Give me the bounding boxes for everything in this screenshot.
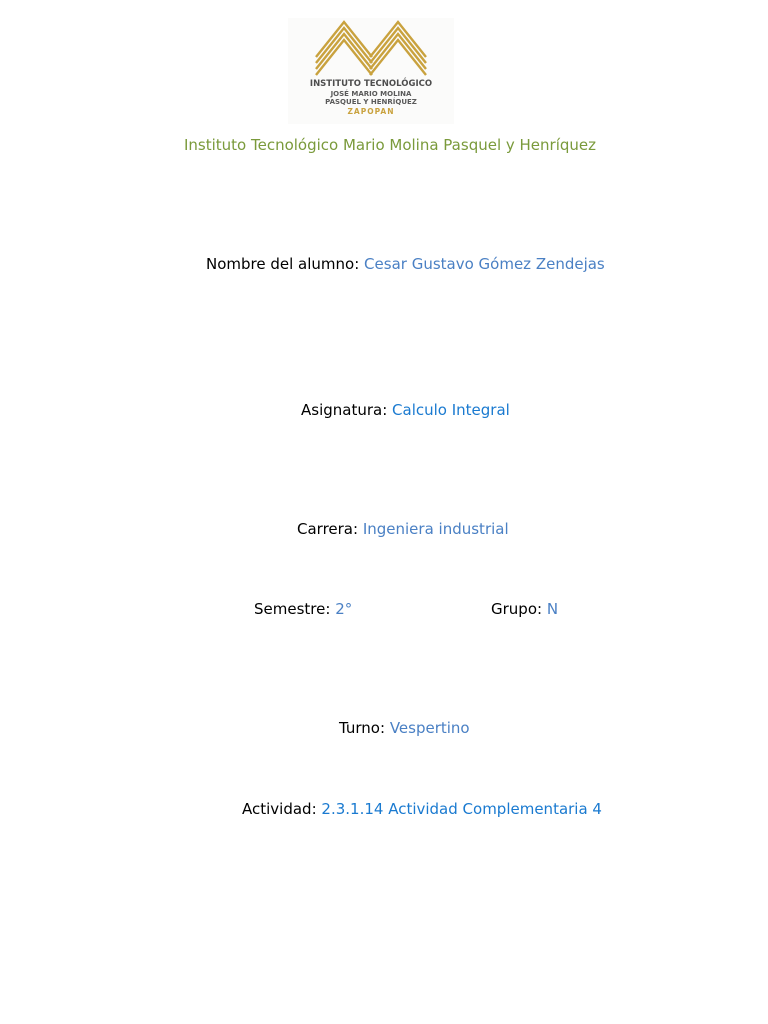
field-turno-label: Turno: xyxy=(339,719,390,737)
logo-chevrons-icon xyxy=(288,18,454,78)
field-alumno-label: Nombre del alumno: xyxy=(206,255,365,273)
logo-text-name: JOSÉ MARIO MOLINA xyxy=(330,90,412,98)
logo-text-institute: INSTITUTO TECNOLÓGICO xyxy=(309,79,433,89)
field-actividad-value: 2.3.1.14 Actividad Complementaria 4 xyxy=(321,800,602,818)
field-grupo-value: N xyxy=(546,600,559,618)
field-semestre xyxy=(254,600,352,618)
institute-logo xyxy=(288,18,454,124)
field-turno xyxy=(339,719,470,737)
field-semestre-value: 2° xyxy=(335,600,353,618)
field-actividad-label: Actividad: xyxy=(242,800,322,818)
field-grupo-label: Grupo: xyxy=(491,600,547,618)
field-semestre-label: Semestre: xyxy=(254,600,336,618)
field-actividad xyxy=(242,800,602,818)
field-grupo xyxy=(491,600,558,618)
field-carrera xyxy=(297,520,509,538)
field-carrera-label: Carrera: xyxy=(297,520,363,538)
field-alumno-value: Cesar Gustavo Gómez Zendejas xyxy=(364,255,605,273)
logo-text-surname: PASQUEL Y HENRÍQUEZ xyxy=(325,98,417,106)
institute-name: Instituto Tecnológico Mario Molina Pasquel y Henríquez xyxy=(183,136,597,154)
field-asignatura xyxy=(301,401,510,419)
field-asignatura-label: Asignatura: xyxy=(301,401,393,419)
field-asignatura-value: Calculo Integral xyxy=(392,401,510,419)
logo-text-city: ZAPOPAN xyxy=(347,107,395,116)
field-alumno xyxy=(206,255,605,273)
field-turno-value: Vespertino xyxy=(389,719,470,737)
field-carrera-value: Ingeniera industrial xyxy=(362,520,509,538)
